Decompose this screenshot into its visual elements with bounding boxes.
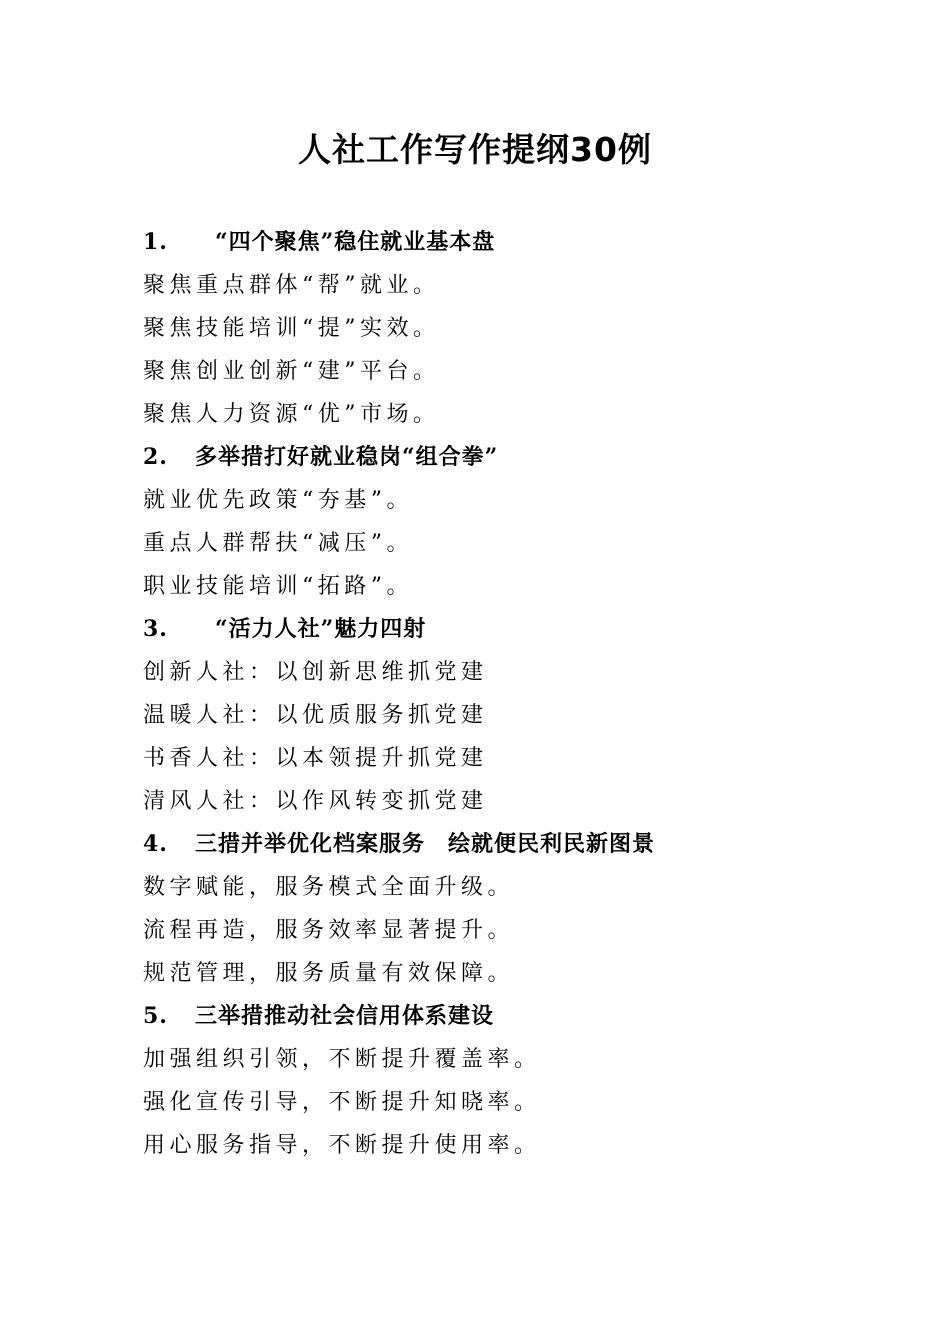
section-item: 职业技能培训“拓路”。 (143, 574, 413, 599)
section-number: 3. (143, 616, 168, 642)
section-item: 强化宣传引导，不断提升知晓率。 (143, 1090, 541, 1115)
section-item: 加强组织引领，不断提升覆盖率。 (143, 1047, 541, 1072)
section-item: 重点人群帮扶“减压”。 (143, 531, 413, 556)
section-heading (143, 995, 863, 1038)
section-item: 清风人社：以作风转变抓党建 (143, 789, 488, 814)
section-heading-text: “活力人社”魅力四射 (215, 616, 427, 642)
section-number: 4. (143, 831, 168, 857)
document-body (143, 221, 863, 1167)
section-item: 流程再造，服务效率显著提升。 (143, 918, 515, 943)
section-5 (143, 995, 863, 1167)
section-1 (143, 221, 863, 436)
section-3 (143, 608, 863, 823)
section-number: 2. (143, 444, 168, 470)
section-number: 5. (143, 1003, 168, 1029)
document-title: 人社工作写作提纲30例 (298, 130, 652, 169)
section-heading-text: “四个聚焦”稳住就业基本盘 (215, 229, 496, 255)
section-heading (143, 608, 863, 651)
section-item: 创新人社：以创新思维抓党建 (143, 660, 488, 685)
section-number: 1. (143, 229, 168, 255)
section-2 (143, 436, 863, 608)
section-heading (143, 823, 863, 866)
section-item: 用心服务指导，不断提升使用率。 (143, 1133, 541, 1158)
section-heading (143, 221, 863, 264)
section-heading-text: 多举措打好就业稳岗“组合拳” (195, 444, 499, 470)
section-item: 聚焦创业创新“建”平台。 (143, 359, 440, 384)
section-item: 就业优先政策“夯基”。 (143, 488, 413, 513)
section-item: 书香人社：以本领提升抓党建 (143, 746, 488, 771)
section-item: 聚焦人力资源“优”市场。 (143, 402, 440, 427)
section-item: 规范管理，服务质量有效保障。 (143, 961, 515, 986)
section-4 (143, 823, 863, 995)
section-heading (143, 436, 863, 479)
section-heading-text: 三举措推动社会信用体系建设 (195, 1003, 495, 1029)
section-item: 温暖人社：以优质服务抓党建 (143, 703, 488, 728)
section-item: 数字赋能，服务模式全面升级。 (143, 875, 515, 900)
section-heading-text: 三措并举优化档案服务 绘就便民利民新图景 (195, 831, 656, 857)
section-item: 聚焦重点群体“帮”就业。 (143, 273, 440, 298)
section-item: 聚焦技能培训“提”实效。 (143, 316, 440, 341)
